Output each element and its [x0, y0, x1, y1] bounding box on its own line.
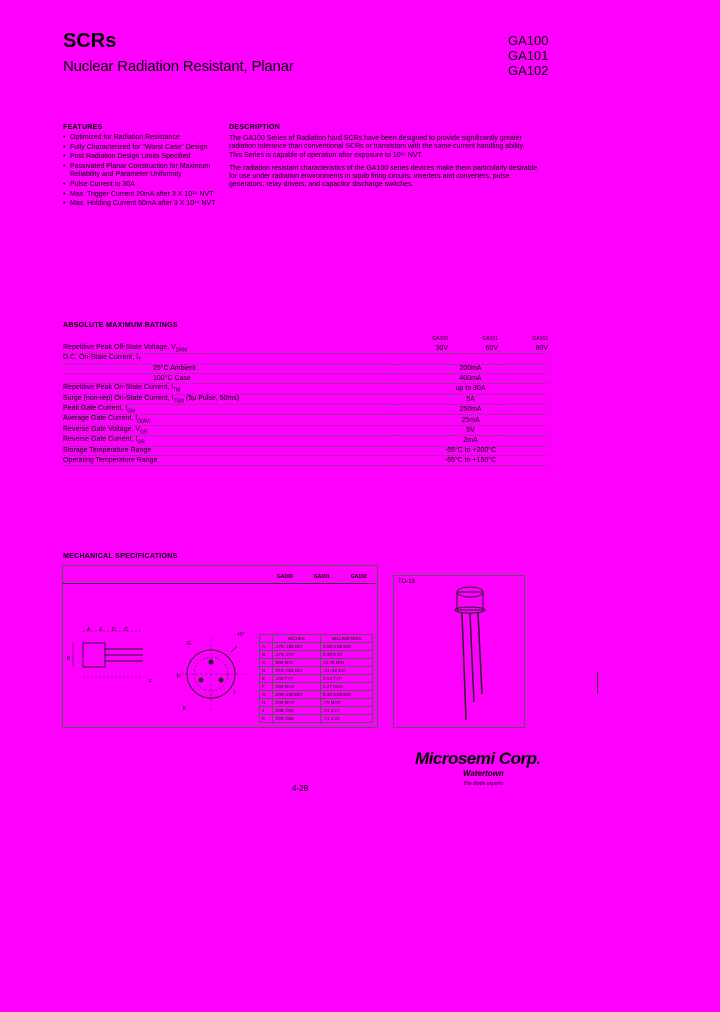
rating-label [63, 384, 393, 394]
dimension-cell: .100 TYP [272, 675, 321, 683]
dimension-cell: .500 MIN [272, 659, 321, 667]
dim-label: G [187, 641, 191, 647]
part-number: GA100 [508, 33, 549, 48]
rating-label-text: 100°C Case [153, 375, 191, 383]
dims-col-header: MILLIMETERS [321, 635, 373, 643]
rating-row [63, 456, 548, 466]
dimension-cell: K [260, 715, 273, 723]
rating-label [63, 404, 393, 414]
dimension-cell: .71-1.22 [321, 715, 373, 723]
dim-label: K [183, 706, 187, 712]
ratings-header-row [63, 335, 548, 344]
dimension-cell: J [260, 707, 273, 715]
rating-value: 30V [393, 344, 448, 354]
rating-label [63, 415, 393, 425]
company-logo: Microsemi Corp. [415, 749, 541, 768]
feature-item: • Max. Trigger Current 20mA after 3 X 10¹⁴ NVT [63, 191, 223, 199]
dimension-cell: .028-.048 [272, 715, 321, 723]
dim-label: B [67, 656, 71, 662]
rating-value: 60V [448, 344, 498, 354]
dim-label: A [87, 627, 100, 633]
description-heading: DESCRIPTION [229, 124, 281, 131]
page-subtitle: Nuclear Radiation Resistant, Planar [63, 58, 294, 75]
dimension-cell: .41-.48 DIA [321, 667, 373, 675]
rating-row [63, 446, 548, 456]
dimension-cell: 5.31-5.84 DIA [321, 691, 373, 699]
description-paragraph: The GA100 Series of Radiation hard SCRs have been designed to provide significantly greater radiation tolerance than conventional SCRs or transistors with the same current handling ability. This Series is capable of operation after exposure to 10¹⁵ NVT. [229, 135, 525, 159]
dimension-cell: 2.54 TYP [321, 675, 373, 683]
rating-label [63, 436, 393, 446]
package-photo [444, 582, 504, 722]
dimension-cell: .036-.046 [272, 707, 321, 715]
dimension-row [260, 651, 373, 659]
dimension-row [260, 643, 373, 651]
rating-label [63, 446, 393, 456]
rating-value: 2mA [393, 436, 548, 446]
dimension-cell: E [260, 675, 273, 683]
rating-row [63, 384, 548, 394]
rating-label-subscript: TM [173, 387, 181, 394]
dims-col-header: INCHES [272, 635, 321, 643]
rating-label-text: Surge (non-rep) On-State Current, I [63, 394, 174, 402]
dim-label: C [124, 627, 137, 633]
rating-label-text: Reverse Gate Current, I [63, 436, 138, 444]
rating-value: -65°C to +150°C [393, 456, 548, 466]
rating-label [63, 394, 393, 404]
ratings-col-header: GA102 [532, 336, 548, 343]
ratings-table [63, 335, 548, 466]
description-section [229, 124, 539, 194]
rating-value: 5A [393, 394, 548, 404]
rating-label [63, 374, 393, 384]
rating-label-text: Peak Gate Current, I [63, 404, 128, 412]
features-list [63, 134, 223, 209]
mechanical-columns [277, 574, 367, 580]
ratings-section [63, 322, 548, 466]
part-number: GA101 [508, 48, 549, 63]
package-drawing-box [393, 575, 525, 728]
dimension-cell: .209-.230 DIA [272, 691, 321, 699]
dimension-cell: F [260, 683, 273, 691]
dimension-row [260, 707, 373, 715]
page-number: 4-28 [292, 784, 309, 793]
rating-label-text: Operating Temperature Range [63, 457, 158, 465]
rating-value: 250mA [393, 404, 548, 414]
dimension-cell: 4.32-5.33 [321, 651, 373, 659]
dimension-cell: 1.27 MAX [321, 683, 373, 691]
dimension-cell: A [260, 643, 273, 651]
rating-value: -65°C to +200°C [393, 446, 548, 456]
page-title: SCRs [63, 30, 117, 52]
dimension-cell: B [260, 651, 273, 659]
dimension-row [260, 675, 373, 683]
company-location: Watertown [463, 769, 504, 778]
rating-value [393, 354, 448, 364]
rating-label-subscript: TSM [173, 397, 185, 404]
rating-value [498, 354, 548, 364]
rating-label-subscript: GR [137, 439, 145, 446]
ratings-heading: ABSOLUTE MAXIMUM RATINGS [63, 322, 178, 329]
side-view-labels [87, 626, 137, 634]
feature-item: • Fully Characterized for "Worst Case" Design [63, 144, 223, 152]
dimension-row [260, 715, 373, 723]
dimension-row [260, 691, 373, 699]
mech-col-header: GA101 [313, 574, 330, 580]
dimension-cell: .050 MAX [272, 683, 321, 691]
company-tagline: The diode experts [463, 781, 504, 787]
rating-label [63, 456, 393, 466]
dimension-cell: D [260, 667, 273, 675]
rating-row [63, 344, 548, 354]
rating-value: 5V [393, 425, 548, 435]
rating-row [63, 436, 548, 446]
rating-value: 400mA [393, 374, 548, 384]
rating-value: up to 30A [393, 384, 548, 394]
dimension-cell: 4.52-4.95 DIA [321, 643, 373, 651]
rating-label-text: Repetitive Peak Off-State Voltage, V [63, 343, 176, 351]
rating-value: 25mA [393, 415, 548, 425]
part-number: GA102 [508, 63, 549, 78]
features-section [63, 124, 223, 210]
part-numbers [508, 33, 548, 78]
dimension-cell: .76 MAX [321, 699, 373, 707]
dimension-cell: C [260, 659, 273, 667]
dimension-cell: .030 MAX [272, 699, 321, 707]
features-heading: FEATURES [63, 124, 103, 131]
rating-label-note: (5μ Pulse, 50ms) [184, 394, 240, 402]
rating-label-text: Reverse Gate Voltage, V [63, 425, 141, 433]
dimension-cell: .178-.195 DIA [272, 643, 321, 651]
top-view-drawing [171, 634, 251, 714]
rating-value [448, 354, 498, 364]
description-paragraph: The radiation resistant characteristics of the GA100 series devices make them particularly desirable for use under radiation environments in squib firing circuits, inverters and converters, pulse generators, relay drivers, and capacitor discharge switches. [229, 164, 538, 189]
rating-label-subscript: GR [140, 429, 148, 436]
feature-item: • Passivated Planar Construction for Maximum Reliability and Parameter Uniformity [63, 163, 223, 179]
feature-item: • Post Radiation Design Limits Specified [63, 153, 223, 161]
dimension-cell: .91-1.17 [321, 707, 373, 715]
dimension-cell: G [260, 691, 273, 699]
mech-col-header: GA102 [350, 574, 367, 580]
rating-label [63, 344, 393, 354]
ratings-col-header: GA101 [482, 336, 498, 343]
rating-row [63, 415, 548, 425]
rating-row [63, 354, 548, 364]
package-label: TO-18 [398, 579, 415, 585]
rating-label [63, 354, 393, 364]
rating-row [63, 394, 548, 404]
rating-label [63, 364, 393, 374]
dimension-row [260, 683, 373, 691]
dimension-row [260, 659, 373, 667]
rating-value: 80V [498, 344, 548, 354]
rating-label [63, 425, 393, 435]
ratings-col-header: GA100 [432, 336, 448, 343]
rating-label-text: Storage Temperature Range [63, 447, 152, 455]
rating-value: 200mA [393, 364, 548, 374]
dims-col-header [260, 635, 273, 643]
rating-label-subscript: DRM [175, 347, 188, 354]
dimension-cell: 12.70 MIN [321, 659, 373, 667]
rating-label-text: 25°C Ambient [153, 365, 196, 373]
rating-row [63, 404, 548, 414]
rating-row [63, 364, 548, 374]
dimension-cell: H [260, 699, 273, 707]
dimensions-header-row [260, 635, 373, 643]
dim-label: J [233, 690, 236, 696]
angle-label: 45° [237, 632, 245, 638]
rating-label-text: Repetitive Peak On-State Current, I [63, 384, 174, 392]
feature-item: • Pulse Current to 30A [63, 181, 223, 189]
rating-label-subscript: G(AV) [137, 418, 151, 425]
rating-label-text: Average Gate Current, I [63, 415, 138, 423]
dim-label: D [111, 627, 125, 633]
mech-col-header: GA100 [277, 574, 293, 580]
mechanical-heading: MECHANICAL SPECIFICATIONS [63, 553, 178, 560]
rating-row [63, 374, 548, 384]
dim-label: F [149, 679, 153, 685]
dimension-row [260, 667, 373, 675]
dim-label: E [99, 627, 112, 633]
feature-item: • Optimized for Radiation Resistance [63, 134, 223, 142]
dimension-cell: .016-.019 DIA [272, 667, 321, 675]
dim-label: H [177, 674, 181, 680]
rating-row [63, 425, 548, 435]
dimension-cell: .170-.210 [272, 651, 321, 659]
dimensions-table [259, 634, 373, 723]
rating-label-subscript: GM [127, 408, 136, 415]
feature-item: • Max. Holding Current 50mA after 3 X 10¹⁴ NVT [63, 200, 223, 208]
mechanical-drawing-box [62, 565, 378, 728]
dimension-row [260, 699, 373, 707]
rating-label-text: D.C. On-State Current, I [63, 354, 139, 362]
rating-label-subscript: T [138, 357, 142, 364]
